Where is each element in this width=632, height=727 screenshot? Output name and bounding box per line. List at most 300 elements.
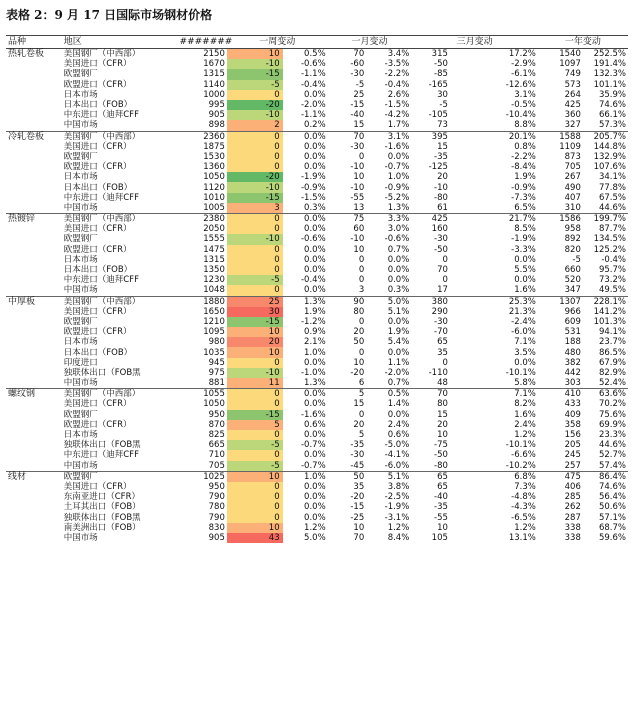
week-change: 0 [227,142,283,152]
year-change-pct: 87.7% [598,224,626,235]
quarter-change: -55 [434,512,448,523]
quarter-change: 425 [411,214,450,225]
product-name [6,533,62,543]
product-name [6,69,62,79]
quarter-change-pct: 1.2% [514,522,536,533]
product-name [6,80,62,90]
quarter-change-pct: 0.0% [514,254,536,265]
price: 705 [208,460,225,471]
month-change-pct: 3.8% [387,481,410,492]
month-change-pct: -3.5% [384,59,410,70]
table-header [6,36,628,49]
quarter-change: -50 [434,59,448,70]
quarter-change: -35 [434,151,448,162]
year-change-pct: 86.5% [598,347,626,358]
quarter-change-pct: -4.8% [511,492,536,503]
week-change: 0 [227,214,283,225]
week-change-pct: 0.0% [304,399,326,410]
quarter-change: 0 [442,254,448,265]
year-change: 873 [564,151,581,162]
year-change: 382 [564,357,581,368]
year-change-pct: 82.9% [598,367,626,378]
product-name: 中厚板 [6,296,62,307]
month-change-pct: -2.2% [384,69,410,80]
week-change-pct: 0.9% [304,327,326,338]
table-row [6,358,628,368]
month-change-pct: 3.4% [387,49,410,60]
year-change-pct: 67.9% [598,357,626,368]
week-change-pct: 0.0% [304,141,326,152]
year-change: 347 [564,285,581,296]
year-change-pct: 56.4% [598,492,626,503]
week-change-pct: -0.6% [300,59,326,70]
month-change: 15 [353,120,365,131]
year-change: 188 [564,337,581,348]
year-change: 1540 [559,49,581,60]
product-name [6,224,62,234]
table-row [6,482,628,492]
product-name [6,193,62,203]
region-name: 欧盟进口（CFR） [63,162,132,173]
quarter-change: 70 [411,389,450,400]
month-change-pct: 1.1% [387,357,410,368]
table-row [6,285,628,296]
table-row [6,307,628,317]
region-name: 欧盟钢厂 [63,151,98,162]
region-name: 美国进口（CFR） [63,399,132,410]
week-change: 0 [227,152,283,162]
year-change: 406 [564,481,581,492]
week-change: 0 [227,482,283,492]
table-row [6,275,628,285]
week-change-pct: 0.3% [304,202,326,213]
month-change-pct: 0.0% [387,254,410,265]
quarter-change: 17 [437,285,448,296]
month-change-pct: -0.6% [384,234,410,245]
region-name: 独联体出口（FOB黑 [63,512,141,523]
week-change-pct: -0.4% [300,79,326,90]
month-change: 15 [353,399,365,410]
month-change: -35 [350,440,365,451]
product-name [6,120,62,131]
table-row [6,410,628,420]
table-row [6,337,628,347]
year-change: 327 [564,120,581,131]
price: 1035 [203,347,225,358]
month-change-pct: -6.0% [384,460,410,471]
year-change-pct: 191.4% [593,59,626,70]
product-name [6,512,62,522]
quarter-change: 35 [437,347,448,358]
month-change-pct: 1.2% [387,522,410,533]
year-change: 490 [564,182,581,193]
product-name: 冷轧卷板 [6,131,62,142]
week-change-pct: 1.3% [283,296,328,307]
year-change: 338 [564,522,581,533]
table-row [6,203,628,214]
table-row [6,80,628,90]
week-change: -15 [227,410,283,420]
region-name: 欧盟钢厂 [63,409,98,420]
week-change: 0 [227,245,283,255]
year-change-pct: 101.3% [593,316,626,327]
year-change: 205 [564,440,581,451]
product-name: 热镀锌 [6,214,62,225]
product-name [6,90,62,100]
year-change: 245 [564,450,581,461]
week-change-pct: 1.2% [304,522,326,533]
quarter-change: -5 [439,100,448,111]
month-change: 80 [353,306,365,317]
year-change: 1307 [538,296,583,307]
region-name: 美国钢厂（中西部） [62,131,178,142]
quarter-change-pct: 2.4% [514,419,536,430]
week-change: -5 [227,440,283,450]
header-week-change: 一周变动 [227,36,328,49]
month-change-pct: -1.6% [384,141,410,152]
year-change-pct: 95.7% [598,265,626,276]
product-name [6,399,62,409]
week-change: 3 [227,203,283,214]
year-change: 1097 [559,59,581,70]
week-change-pct: 1.3% [304,378,326,389]
product-name [6,203,62,214]
year-change-pct: 44.6% [598,202,626,213]
year-change-pct: 205.7% [583,131,628,142]
price: 1880 [178,296,227,307]
table-row [6,512,628,522]
month-change: 70 [353,49,365,60]
table-row [6,162,628,172]
year-change-pct: 132.9% [593,151,626,162]
year-change-pct: 73.2% [598,275,626,286]
table-row [6,347,628,357]
year-change: 966 [564,306,581,317]
table-row [6,234,628,244]
month-change: -10 [350,234,365,245]
week-change-pct: 0.0% [304,492,326,503]
quarter-change-pct: -10.2% [505,460,536,471]
table-row [6,420,628,430]
month-change: 70 [328,131,367,142]
week-change-pct: 1.0% [304,347,326,358]
quarter-change-pct: -6.0% [511,327,536,338]
quarter-change-pct: 20.1% [450,131,538,142]
table-row [6,523,628,533]
price: 1230 [203,275,225,286]
month-change: 5 [358,430,365,441]
year-change: 442 [564,367,581,378]
product-name [6,492,62,502]
year-change: 1586 [538,214,583,225]
quarter-change-pct: -10.1% [505,367,536,378]
product-name: 螺纹钢 [6,389,62,400]
month-change-pct: 1.4% [387,399,410,410]
year-change: 820 [564,244,581,255]
region-name: 中国市场 [63,460,98,471]
product-name [6,523,62,533]
price: 1025 [178,471,227,482]
quarter-change-pct: 0.0% [514,357,536,368]
region-name: 美国进口（CFR） [63,481,132,492]
week-change-pct: 0.0% [283,389,328,400]
price: 2380 [178,214,227,225]
year-change: 660 [564,265,581,276]
quarter-change-pct: -12.6% [505,79,536,90]
month-change: 0 [358,265,365,276]
year-change-pct: 34.1% [598,172,626,183]
region-name: 欧盟进口（CFR） [63,79,132,90]
year-change: 958 [564,224,581,235]
week-change: -10 [227,182,283,192]
quarter-change: 20 [437,419,448,430]
month-change-pct: 3.1% [366,131,411,142]
month-change: 75 [328,214,367,225]
month-change-pct: -0.9% [384,182,410,193]
quarter-change-pct: 7.1% [450,389,538,400]
price: 1315 [203,69,225,80]
year-change: 609 [564,316,581,327]
week-change: 0 [227,255,283,265]
year-change-pct: 69.9% [598,419,626,430]
year-change: 475 [538,471,583,482]
price: 2150 [203,49,225,60]
quarter-change-pct: 1.6% [514,285,536,296]
week-change: 0 [227,131,283,142]
year-change: 262 [564,502,581,513]
month-change-pct: -2.5% [384,492,410,503]
quarter-change-pct: 6.5% [514,202,536,213]
year-change: 360 [564,110,581,121]
week-change: 0 [227,285,283,296]
quarter-change-pct: -7.3% [511,192,536,203]
product-name [6,245,62,255]
month-change: -10 [350,182,365,193]
year-change-pct: 132.3% [593,69,626,80]
quarter-change: -85 [434,69,448,80]
region-name: 中国市场 [63,532,98,543]
month-change-pct: 0.0% [387,151,410,162]
week-change-pct: 0.0% [304,265,326,276]
table-row [6,461,628,472]
quarter-change-pct: 17.2% [508,49,536,60]
quarter-change: 105 [431,532,448,543]
week-change: 0 [227,512,283,522]
week-change-pct: 0.0% [304,224,326,235]
year-change-pct: 52.7% [598,450,626,461]
quarter-change: 80 [437,399,448,410]
region-name: 欧盟钢厂 [63,316,98,327]
week-change-pct: 0.0% [304,512,326,523]
product-name [6,100,62,110]
month-change: -20 [350,492,365,503]
month-change: -60 [350,59,365,70]
year-change-pct: 94.1% [598,327,626,338]
year-change-pct: 86.4% [583,471,628,482]
table-row [6,327,628,337]
week-change-pct: -0.9% [300,182,326,193]
month-change-pct: 0.0% [387,265,410,276]
price: 665 [208,440,225,451]
month-change-pct: 0.7% [387,378,410,389]
year-change: 749 [564,69,581,80]
product-name [6,327,62,337]
week-change: -15 [227,193,283,203]
month-change-pct: 5.1% [366,471,411,482]
table-row [6,245,628,255]
week-change: 0 [227,450,283,460]
price: 1050 [203,172,225,183]
quarter-change: -10 [434,182,448,193]
quarter-change: -70 [434,327,448,338]
quarter-change-pct: 21.7% [450,214,538,225]
region-name: 欧盟钢厂 [63,234,98,245]
quarter-change-pct: -6.5% [511,512,536,523]
week-change-pct: -1.1% [300,110,326,121]
product-name [6,450,62,460]
region-name: 美国进口（CFR） [63,59,132,70]
month-change: 90 [328,296,367,307]
year-change-pct: 141.2% [593,306,626,317]
week-change-pct: 1.9% [304,306,326,317]
year-change: 303 [564,378,581,389]
table-row [6,440,628,450]
month-change-pct: -4.1% [384,450,410,461]
product-name [6,275,62,285]
price: 898 [208,120,225,131]
header-product: 品种 [6,36,62,49]
month-change: 0 [358,275,365,286]
region-name: 美国进口（CFR） [63,141,132,152]
quarter-change-pct: 13.1% [508,532,536,543]
year-change-pct: 134.5% [593,234,626,245]
product-name [6,307,62,317]
month-change: 10 [353,357,365,368]
price: 1530 [203,151,225,162]
week-change-pct: -1.1% [300,69,326,80]
month-change-pct: -0.4% [384,79,410,90]
month-change-pct: 8.4% [387,532,410,543]
week-change: -20 [227,172,283,182]
year-change-pct: 101.1% [593,79,626,90]
week-change: -15 [227,69,283,79]
month-change: 0 [358,347,365,358]
table-row [6,110,628,120]
quarter-change-pct: 7.3% [514,481,536,492]
week-change: 0 [227,358,283,368]
week-change-pct: -1.6% [300,409,326,420]
week-change-pct: 0.0% [304,430,326,441]
table-row [6,399,628,409]
price: 1005 [203,202,225,213]
month-change-pct: -5.0% [384,440,410,451]
price: 1048 [203,285,225,296]
product-name [6,162,62,172]
week-change-pct: -1.0% [300,367,326,378]
product-name [6,234,62,244]
week-change: 0 [227,90,283,100]
month-change: 25 [353,89,365,100]
week-change: 0 [227,430,283,440]
table-row [6,378,628,389]
quarter-change: -80 [434,192,448,203]
year-change-pct: 63.6% [583,389,628,400]
month-change: 35 [353,481,365,492]
month-change: 20 [353,419,365,430]
table-row [6,90,628,100]
price: 1210 [203,316,225,327]
month-change: -10 [350,162,365,173]
price: 995 [208,100,225,111]
region-name: 独联体出口（FOB黑 [63,440,141,451]
region-name: 南美洲出口（FOB） [63,522,141,533]
region-name: 美国进口（CFR） [63,306,132,317]
year-change: 1109 [559,141,581,152]
price: 870 [208,419,225,430]
month-change-pct: 0.0% [387,347,410,358]
region-name: 美国钢厂（中西部） [62,389,178,400]
header-quarter-change: 三月变动 [411,36,538,49]
product-name [6,461,62,472]
region-name: 土耳其出口（FOB） [63,502,141,513]
product-name [6,317,62,327]
year-change-pct: 66.1% [598,110,626,121]
month-change-pct: 1.7% [387,120,410,131]
steel-price-table [6,35,628,543]
week-change: -10 [227,234,283,244]
week-change: 5 [227,420,283,430]
region-name: 欧盟钢厂 [62,471,178,482]
price: 1475 [203,244,225,255]
week-change-pct: -2.0% [300,100,326,111]
quarter-change: -40 [434,492,448,503]
quarter-change: 30 [437,89,448,100]
region-name: 中国市场 [63,285,98,296]
week-change-pct: 0.0% [304,162,326,173]
table-row [6,255,628,265]
region-name: 中国市场 [63,378,98,389]
week-change-pct: 0.0% [304,254,326,265]
week-change: 0 [227,389,283,400]
price: 790 [208,492,225,503]
quarter-change: -75 [434,440,448,451]
table-row [6,152,628,162]
year-change: 573 [564,79,581,90]
product-name [6,410,62,420]
region-name: 欧盟进口（CFR） [63,327,132,338]
year-change-pct: 57.3% [598,120,626,131]
quarter-change: 0 [442,357,448,368]
region-name: 中东进口（迪拜CFF [63,110,139,121]
table-row [6,49,628,60]
quarter-change-pct: -10.1% [505,440,536,451]
month-change-pct: -1.5% [384,100,410,111]
month-change: -45 [350,460,365,471]
region-name: 日本出口（FOB） [63,265,133,276]
table-title: 表格 2：9 月 17 日国际市场钢材价格 [6,8,213,22]
week-change: 11 [227,378,283,389]
week-change: -5 [227,461,283,472]
month-change-pct: 5.4% [387,337,410,348]
year-change: -5 [572,254,581,265]
quarter-change-pct: 1.6% [514,409,536,420]
month-change: 10 [353,522,365,533]
year-change: 410 [538,389,583,400]
week-change: 0 [227,399,283,409]
price: 1350 [203,265,225,276]
month-change: 50 [353,337,365,348]
quarter-change-pct: -4.3% [511,502,536,513]
